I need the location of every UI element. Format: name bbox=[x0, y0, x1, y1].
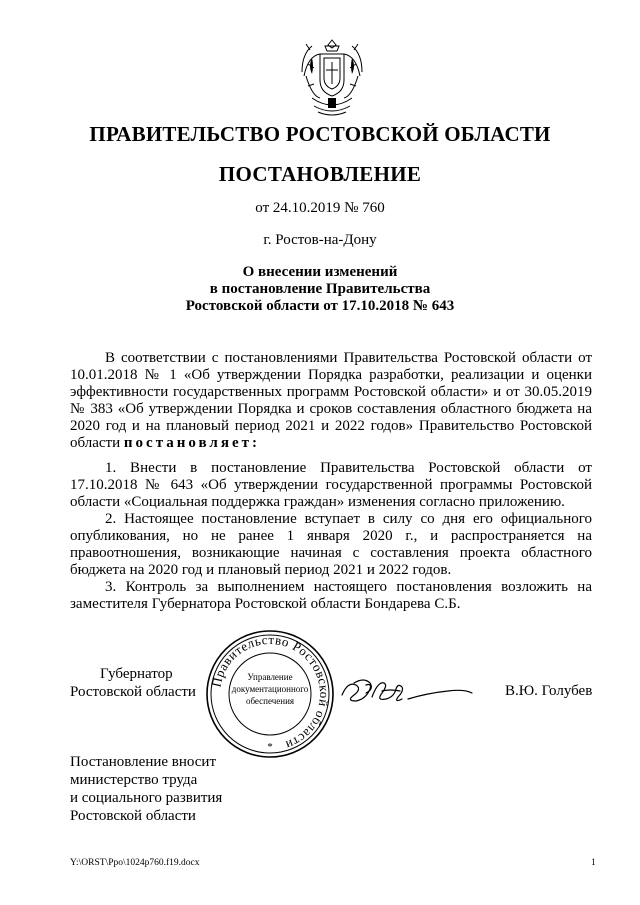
submitting-line: и социального развития bbox=[70, 790, 223, 806]
decree-item: 2. Настоящее постановление вступает в силу со дня его официального опубликования, но не ранее 1 января 2020 г., и распространяется на правоотношения, возникающие начиная с составления проекта областного бюджета на 2020 год и плановый период 2021 и 2022 годов. bbox=[70, 511, 592, 578]
document-type-title: ПОСТАНОВЛЕНИЕ bbox=[218, 162, 422, 186]
signatory-name: В.Ю. Голубев bbox=[505, 683, 593, 699]
subject-line: О внесении изменений bbox=[242, 264, 398, 280]
document-subject bbox=[0, 264, 640, 315]
decree-word: постановляет: bbox=[123, 435, 260, 451]
submitting-line: Постановление вносит bbox=[70, 754, 217, 770]
submitting-line: Ростовской области bbox=[70, 808, 196, 824]
decree-item: 1. Внести в постановление Правительства Ростовской области от 17.10.2018 № 643 «Об утверждении государственной программы Ростовской области «Социальная поддержка граждан» изменения согласно приложению. bbox=[70, 460, 592, 510]
stamp-star: * bbox=[267, 741, 273, 753]
subject-line: в постановление Правительства bbox=[209, 281, 431, 297]
signatory-position-line: Губернатор bbox=[100, 666, 173, 682]
official-stamp bbox=[204, 628, 336, 760]
stamp-center-line: документационного bbox=[231, 684, 309, 694]
decree-item: 3. Контроль за выполнением настоящего постановления возложить на заместителя Губернатора Ростовской области Бондарева С.Б. bbox=[70, 579, 592, 612]
handwritten-signature bbox=[336, 667, 476, 713]
signatory-position bbox=[70, 665, 196, 701]
submitting-department bbox=[70, 753, 222, 825]
footer-file-path: Y:\ORST\Ppo\1024p760.f19.docx bbox=[70, 858, 200, 868]
government-title: ПРАВИТЕЛЬСТВО РОСТОВСКОЙ ОБЛАСТИ bbox=[89, 122, 551, 146]
signatory-position-line: Ростовской области bbox=[70, 684, 196, 700]
stamp-ring-text: Правительство Ростовской области bbox=[208, 631, 333, 754]
document-date-number: от 24.10.2019 № 760 bbox=[255, 200, 385, 216]
stamp-center-line: Управление bbox=[247, 672, 293, 682]
stamp-center-line: обеспечения bbox=[245, 696, 295, 706]
preamble-text: В соответствии с постановлениями Правительства Ростовской области от 10.01.2018 № 1 «Об утверждении Порядка разработки, реализации и оценки эффективности государственных программ Ростовской области» и от 30.05.2019 № 383 «Об утверждении Порядка и сроков составления областного бюджета на 2020 год и на плановый период 2021 и 2022 годов» Правительство Ростовской области bbox=[70, 350, 592, 451]
document-city: г. Ростов-на-Дону bbox=[263, 232, 377, 248]
subject-line: Ростовской области от 17.10.2018 № 643 bbox=[185, 298, 455, 314]
coat-of-arms-emblem bbox=[298, 36, 366, 122]
page-number: 1 bbox=[591, 858, 596, 868]
submitting-line: министерство труда bbox=[70, 772, 198, 788]
preamble-paragraph bbox=[70, 350, 592, 452]
decree-items bbox=[70, 460, 592, 613]
